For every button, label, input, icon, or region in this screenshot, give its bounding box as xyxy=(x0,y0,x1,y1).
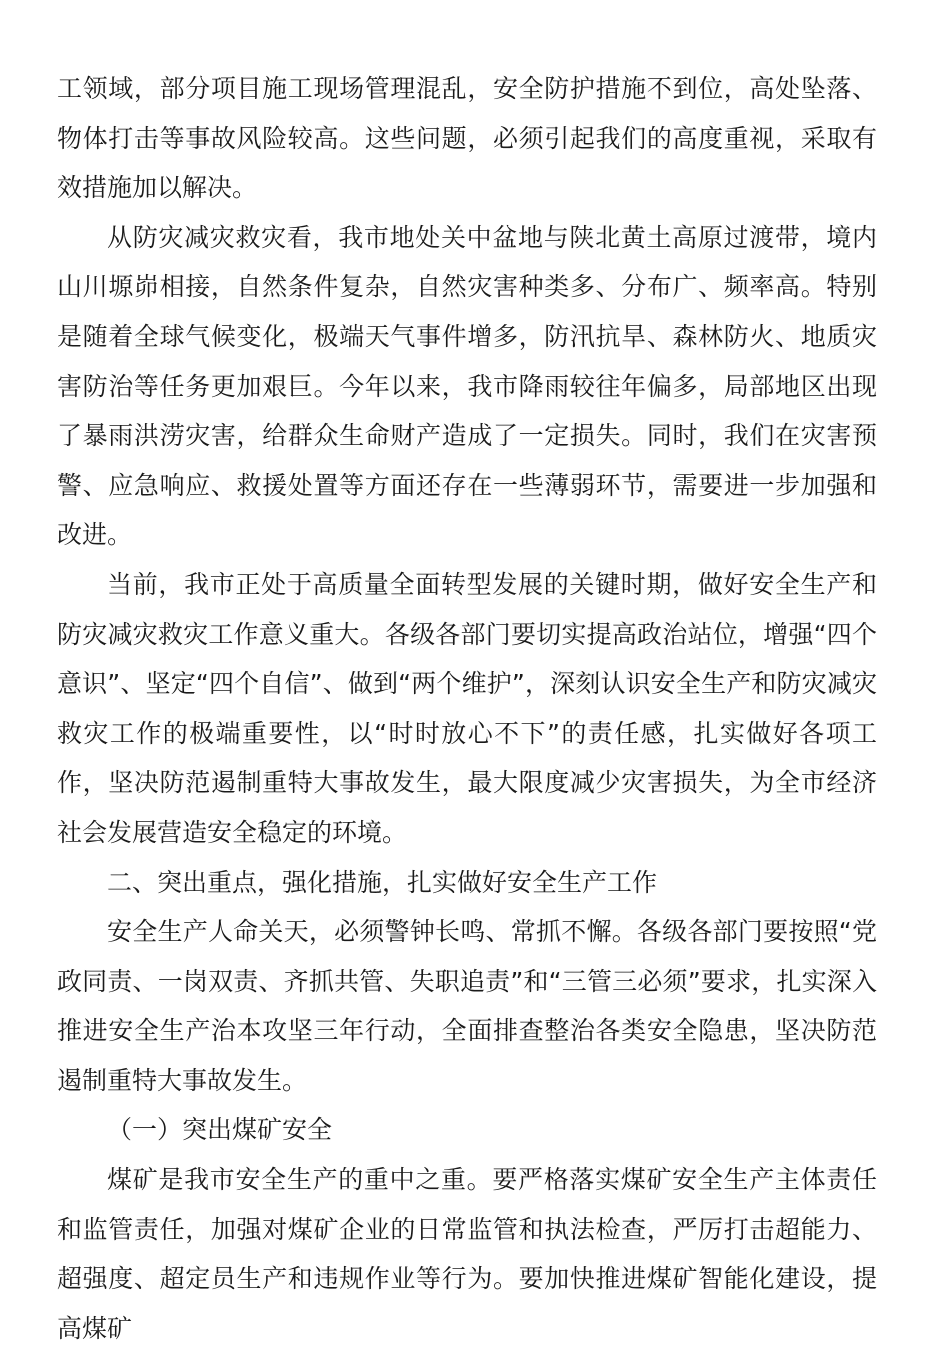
section-heading-2: 二、突出重点，强化措施，扎实做好安全生产工作 xyxy=(107,867,658,897)
paragraph-disaster-prevention: 从防灾减灾救灾看，我市地处关中盆地与陕北黄土高原过渡带，境内山川塬峁相接，自然条件复杂，自然灾害种类多、分布广、频率高。特别是随着全球气候变化，极端天气事件增多，防汛抗旱、森林防火、地质灾害防治等任务更加艰巨。今年以来，我市降雨较往年偏多，局部地区出现了暴雨洪涝灾害，给群众生命财产造成了一定损失。同时，我们在灾害预警、应急响应、救援处置等方面还存在一些薄弱环节，需要进一步加强和改进。 xyxy=(57,222,877,550)
paragraph-coal-mine: 煤矿是我市安全生产的重中之重。要严格落实煤矿安全生产主体责任和监管责任，加强对煤矿企业的日常监管和执法检查，严厉打击超能力、超强度、超定员生产和违规作业等行为。要加快推进煤矿智能化建设，提高煤矿 xyxy=(57,1165,877,1343)
paragraph-continued: 工领域，部分项目施工现场管理混乱，安全防护措施不到位，高处坠落、物体打击等事故风险较高。这些问题，必须引起我们的高度重视，采取有效措施加以解决。 xyxy=(57,74,877,203)
paragraph-safety-production: 安全生产人命关天，必须警钟长鸣、常抓不懈。各级各部门要按照“党政同责、一岗双责、齐抓共管、失职追责”和“三管三必须”要求，扎实深入推进安全生产治本攻坚三年行动，全面排查整治各类安全隐患，坚决防范遏制重特大事故发生。 xyxy=(57,917,877,1095)
body-text xyxy=(57,64,877,1353)
paragraph-current-situation: 当前，我市正处于高质量全面转型发展的关键时期，做好安全生产和防灾减灾救灾工作意义重大。各级各部门要切实提高政治站位，增强“四个意识”、坚定“四个自信”、做到“两个维护”，深刻认识安全生产和防灾减灾救灾工作的极端重要性，以“时时放心不下”的责任感，扎实做好各项工作，坚决防范遏制重特大事故发生，最大限度减少灾害损失，为全市经济社会发展营造安全稳定的环境。 xyxy=(57,569,877,847)
subsection-heading-1: （一）突出煤矿安全 xyxy=(107,1115,333,1145)
